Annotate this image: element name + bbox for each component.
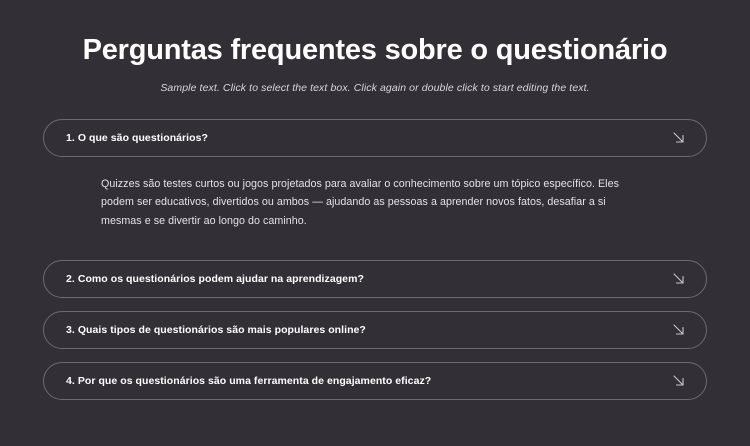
faq-question-3[interactable] [43, 311, 707, 349]
faq-question-2[interactable] [43, 260, 707, 298]
faq-question-label: 1. O que são questionários? [66, 131, 208, 144]
faq-question-1[interactable] [43, 119, 707, 157]
faq-question-4[interactable] [43, 362, 707, 400]
faq-spacer [43, 230, 707, 260]
faq-answer-1: Quizzes são testes curtos ou jogos projetados para avaliar o conhecimento sobre um tópico específico. Eles podem ser educativos, divertidos ou ambos — ajudando as pessoas a aprender novos fatos, desafiar a si mesmas e se divertir ao longo do caminho. [101, 177, 619, 227]
faq-item [43, 362, 707, 400]
page-title: Perguntas frequentes sobre o questionário [82, 34, 668, 66]
faq-question-label: 3. Quais tipos de questionários são mais populares online? [66, 324, 366, 337]
faq-spacer [43, 349, 707, 362]
faq-question-label: 2. Como os questionários podem ajudar na aprendizagem? [66, 273, 364, 286]
faq-item [43, 311, 707, 349]
page-subtitle: Sample text. Click to select the text box. Click again or double click to start editing the text. [160, 81, 590, 94]
faq-question-label: 4. Por que os questionários são uma ferramenta de engajamento eficaz? [66, 375, 432, 388]
diagonal-arrow-icon[interactable] [670, 372, 688, 390]
faq-item [43, 260, 707, 298]
faq-spacer [43, 298, 707, 311]
diagonal-arrow-icon[interactable] [670, 321, 688, 339]
diagonal-arrow-icon[interactable] [670, 270, 688, 288]
faq-item [43, 94, 707, 230]
faq-accordion [0, 94, 750, 400]
diagonal-arrow-icon[interactable] [670, 129, 688, 147]
